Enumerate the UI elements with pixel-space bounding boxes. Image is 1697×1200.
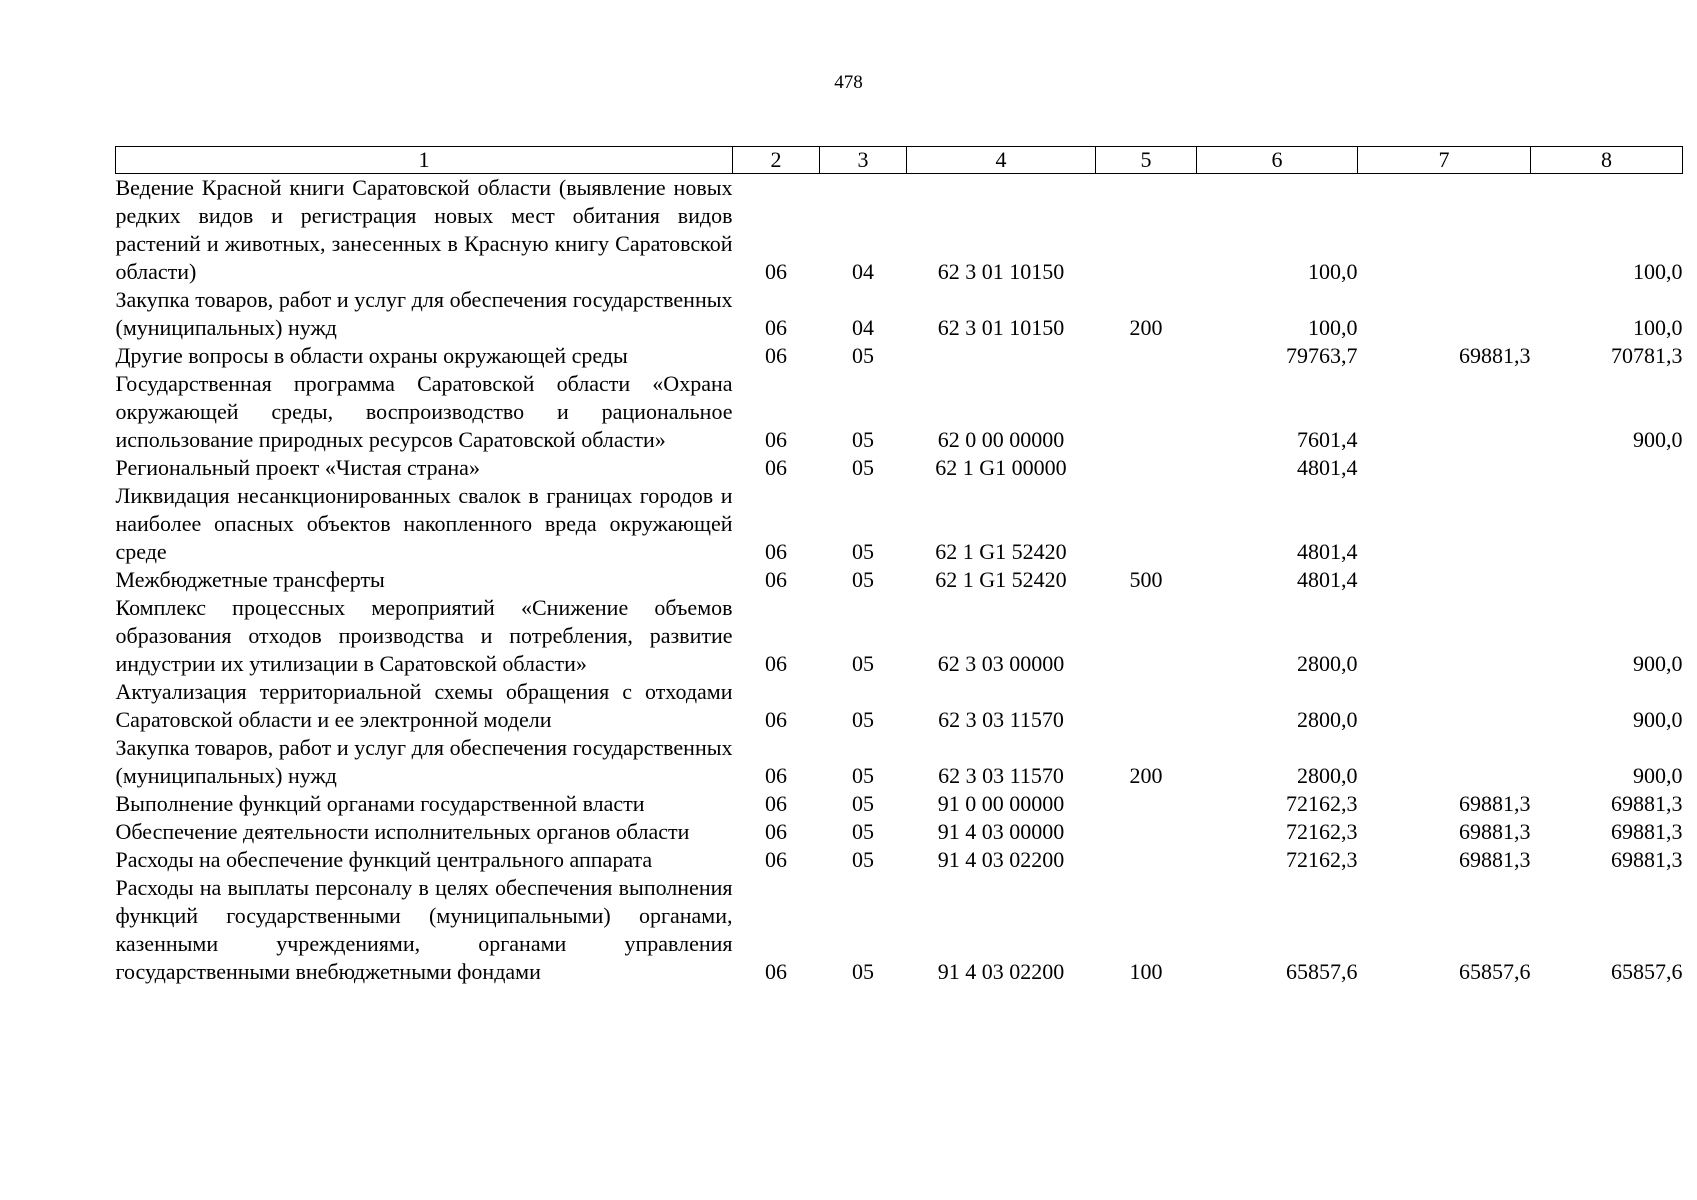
row-value-cell-c4: 62 3 01 10150 — [937, 259, 1065, 284]
row-value-cell-c2: 06 — [765, 567, 787, 592]
row-value-cell-c8: 69881,3 — [1611, 847, 1683, 872]
table-row — [116, 678, 1683, 734]
table-row — [116, 174, 1683, 287]
row-name-text: Расходы на выплаты персоналу в целях обеспечения выполнения функций государственными (муниципальными) органами, казенными учреждениями, органами управления государственными внебюджетными фондами — [115, 875, 733, 984]
table-row — [116, 454, 1683, 482]
table-row — [116, 342, 1683, 370]
row-value-cell-c4: 62 3 01 10150 — [937, 315, 1065, 340]
row-value-cell-c5: 500 — [1129, 567, 1163, 592]
row-value-cell-c8: 900,0 — [1633, 763, 1683, 788]
row-value-cell-c2: 06 — [765, 315, 787, 340]
table-row — [116, 846, 1683, 874]
row-value-cell-c7: 69881,3 — [1459, 791, 1531, 816]
row-value-cell-c7 — [1358, 678, 1531, 734]
row-value-cell-c5: 200 — [1129, 315, 1163, 340]
row-name-text: Закупка товаров, работ и услуг для обеспечения государственных (муниципальных) нужд — [115, 287, 733, 340]
column-header: 2 — [733, 147, 820, 174]
row-value-cell-c5 — [1096, 342, 1197, 370]
row-value-cell-c8: 65857,6 — [1611, 959, 1683, 984]
row-value-cell-c7 — [1358, 286, 1531, 342]
row-name-text: Расходы на обеспечение функций центрального аппарата — [115, 847, 653, 872]
column-header: 7 — [1358, 147, 1531, 174]
row-value-cell-c8: 900,0 — [1633, 427, 1683, 452]
row-value-cell-c4: 62 3 03 11570 — [938, 763, 1064, 788]
row-value-cell-c7 — [1358, 566, 1531, 594]
column-header: 1 — [116, 147, 733, 174]
row-value-cell-c2: 06 — [765, 707, 787, 732]
row-value-cell-c2: 06 — [765, 819, 787, 844]
row-value-cell-c6: 100,0 — [1308, 259, 1358, 284]
table-row — [116, 874, 1683, 986]
row-value-cell-c3: 05 — [852, 707, 874, 732]
row-value-cell-c6: 79763,7 — [1286, 343, 1358, 368]
row-name-cell — [116, 818, 733, 846]
row-value-cell-c4: 91 4 03 00000 — [937, 819, 1065, 844]
row-value-cell-c3: 04 — [852, 259, 874, 284]
row-name-cell — [116, 174, 733, 287]
row-value-cell-c3: 05 — [852, 763, 874, 788]
row-value-cell-c8: 100,0 — [1633, 259, 1683, 284]
row-value-cell-c3: 05 — [852, 819, 874, 844]
row-value-cell-c4: 91 4 03 02200 — [937, 847, 1065, 872]
row-name-cell — [116, 370, 733, 454]
row-name-cell — [116, 342, 733, 370]
row-value-cell-c2: 06 — [765, 847, 787, 872]
row-value-cell-c7: 69881,3 — [1459, 847, 1531, 872]
row-value-cell-c8: 900,0 — [1633, 707, 1683, 732]
row-value-cell-c8: 69881,3 — [1611, 819, 1683, 844]
row-value-cell-c3: 05 — [852, 455, 874, 480]
row-value-cell-c5 — [1096, 174, 1197, 287]
row-value-cell-c4: 91 0 00 00000 — [937, 791, 1065, 816]
row-value-cell-c6: 2800,0 — [1297, 707, 1358, 732]
table-row — [116, 790, 1683, 818]
row-value-cell-c5: 200 — [1129, 763, 1163, 788]
row-value-cell-c7: 69881,3 — [1459, 343, 1531, 368]
row-value-cell-c6: 4801,4 — [1297, 539, 1358, 564]
table-row — [116, 370, 1683, 454]
row-value-cell-c7 — [1358, 174, 1531, 287]
row-name-text: Актуализация территориальной схемы обращения с отходами Саратовской области и ее электронной модели — [115, 679, 733, 732]
row-value-cell-c2: 06 — [765, 651, 787, 676]
table-row — [116, 818, 1683, 846]
row-name-text: Ведение Красной книги Саратовской области (выявление новых редких видов и регистрация новых мест обитания видов растений и животных, занесенных в Красную книгу Саратовской области) — [115, 175, 733, 284]
row-value-cell-c6: 65857,6 — [1286, 959, 1358, 984]
row-value-cell-c7 — [1358, 370, 1531, 454]
row-value-cell-c7: 69881,3 — [1459, 819, 1531, 844]
row-name-cell — [116, 594, 733, 678]
row-name-text: Другие вопросы в области охраны окружающей среды — [115, 343, 628, 368]
row-value-cell-c8 — [1531, 454, 1683, 482]
row-value-cell-c7: 65857,6 — [1459, 959, 1531, 984]
table-row — [116, 594, 1683, 678]
row-value-cell-c7 — [1358, 482, 1531, 566]
row-value-cell-c5: 100 — [1129, 959, 1163, 984]
row-value-cell-c3: 05 — [852, 651, 874, 676]
row-value-cell-c3: 05 — [852, 427, 874, 452]
row-name-text: Обеспечение деятельности исполнительных органов области — [115, 819, 690, 844]
row-value-cell-c5 — [1096, 370, 1197, 454]
row-value-cell-c2: 06 — [765, 343, 787, 368]
header-row — [116, 147, 1683, 174]
row-value-cell-c7 — [1358, 594, 1531, 678]
row-value-cell-c3: 05 — [852, 343, 874, 368]
table-row — [116, 734, 1683, 790]
row-value-cell-c5 — [1096, 818, 1197, 846]
row-value-cell-c4: 62 1 G1 00000 — [935, 455, 1067, 480]
row-value-cell-c2: 06 — [765, 791, 787, 816]
row-name-cell — [116, 734, 733, 790]
row-value-cell-c4: 62 3 03 11570 — [938, 707, 1064, 732]
row-value-cell-c5 — [1096, 454, 1197, 482]
row-value-cell-c4: 62 1 G1 52420 — [935, 567, 1067, 592]
row-name-text: Региональный проект «Чистая страна» — [115, 455, 480, 480]
table-row — [116, 286, 1683, 342]
row-value-cell-c5 — [1096, 846, 1197, 874]
row-value-cell-c4: 62 1 G1 52420 — [935, 539, 1067, 564]
row-value-cell-c3: 05 — [852, 539, 874, 564]
row-value-cell-c3: 05 — [852, 567, 874, 592]
row-value-cell-c6: 7601,4 — [1297, 427, 1358, 452]
table-row — [116, 482, 1683, 566]
row-value-cell-c6: 2800,0 — [1297, 651, 1358, 676]
row-value-cell-c8: 70781,3 — [1611, 343, 1683, 368]
row-value-cell-c2: 06 — [765, 259, 787, 284]
row-value-cell-c2: 06 — [765, 539, 787, 564]
row-name-text: Ликвидация несанкционированных свалок в границах городов и наиболее опасных объектов накопленного вреда окружающей среде — [115, 483, 733, 564]
row-value-cell-c8: 100,0 — [1633, 315, 1683, 340]
row-name-cell — [116, 846, 733, 874]
row-name-cell — [116, 286, 733, 342]
row-value-cell-c8: 900,0 — [1633, 651, 1683, 676]
row-value-cell-c3: 04 — [852, 315, 874, 340]
row-value-cell-c6: 72162,3 — [1286, 819, 1358, 844]
column-header: 6 — [1197, 147, 1358, 174]
row-value-cell-c5 — [1096, 482, 1197, 566]
row-value-cell-c6: 2800,0 — [1297, 763, 1358, 788]
row-value-cell-c5 — [1096, 678, 1197, 734]
row-value-cell-c2: 06 — [765, 763, 787, 788]
row-value-cell-c4: 62 0 00 00000 — [937, 427, 1065, 452]
row-name-cell — [116, 678, 733, 734]
row-name-cell — [116, 482, 733, 566]
row-value-cell-c5 — [1096, 790, 1197, 818]
row-value-cell-c8: 69881,3 — [1611, 791, 1683, 816]
table-row — [116, 566, 1683, 594]
column-header: 4 — [907, 147, 1096, 174]
row-name-cell — [116, 790, 733, 818]
row-value-cell-c2: 06 — [765, 427, 787, 452]
row-value-cell-c3: 05 — [852, 847, 874, 872]
row-value-cell-c8 — [1531, 566, 1683, 594]
row-value-cell-c6: 72162,3 — [1286, 791, 1358, 816]
column-header: 5 — [1096, 147, 1197, 174]
column-header: 3 — [820, 147, 907, 174]
row-value-cell-c2: 06 — [765, 455, 787, 480]
row-name-text: Государственная программа Саратовской области «Охрана окружающей среды, воспроизводство и рациональное использование природных ресурсов Саратовской области» — [115, 371, 733, 452]
row-value-cell-c7 — [1358, 454, 1531, 482]
row-name-cell — [116, 454, 733, 482]
row-name-text: Выполнение функций органами государственной власти — [115, 791, 645, 816]
row-name-text: Комплекс процессных мероприятий «Снижение объемов образования отходов производства и потребления, развитие индустрии их утилизации в Саратовской области» — [115, 595, 733, 676]
row-name-cell — [116, 566, 733, 594]
row-name-cell — [116, 874, 733, 986]
row-value-cell-c6: 4801,4 — [1297, 567, 1358, 592]
row-value-cell-c4 — [907, 342, 1096, 370]
row-value-cell-c2: 06 — [765, 959, 787, 984]
row-value-cell-c7 — [1358, 734, 1531, 790]
row-value-cell-c3: 05 — [852, 791, 874, 816]
page-number: 478 — [834, 72, 863, 93]
column-header: 8 — [1531, 147, 1683, 174]
row-value-cell-c4: 91 4 03 02200 — [937, 959, 1065, 984]
row-name-text: Закупка товаров, работ и услуг для обеспечения государственных (муниципальных) нужд — [115, 735, 733, 788]
row-value-cell-c8 — [1531, 482, 1683, 566]
row-name-text: Межбюджетные трансферты — [115, 567, 385, 592]
row-value-cell-c5 — [1096, 594, 1197, 678]
row-value-cell-c6: 72162,3 — [1286, 847, 1358, 872]
row-value-cell-c6: 100,0 — [1308, 315, 1358, 340]
row-value-cell-c6: 4801,4 — [1297, 455, 1358, 480]
budget-table — [115, 146, 1683, 986]
row-value-cell-c4: 62 3 03 00000 — [937, 651, 1065, 676]
row-value-cell-c3: 05 — [852, 959, 874, 984]
